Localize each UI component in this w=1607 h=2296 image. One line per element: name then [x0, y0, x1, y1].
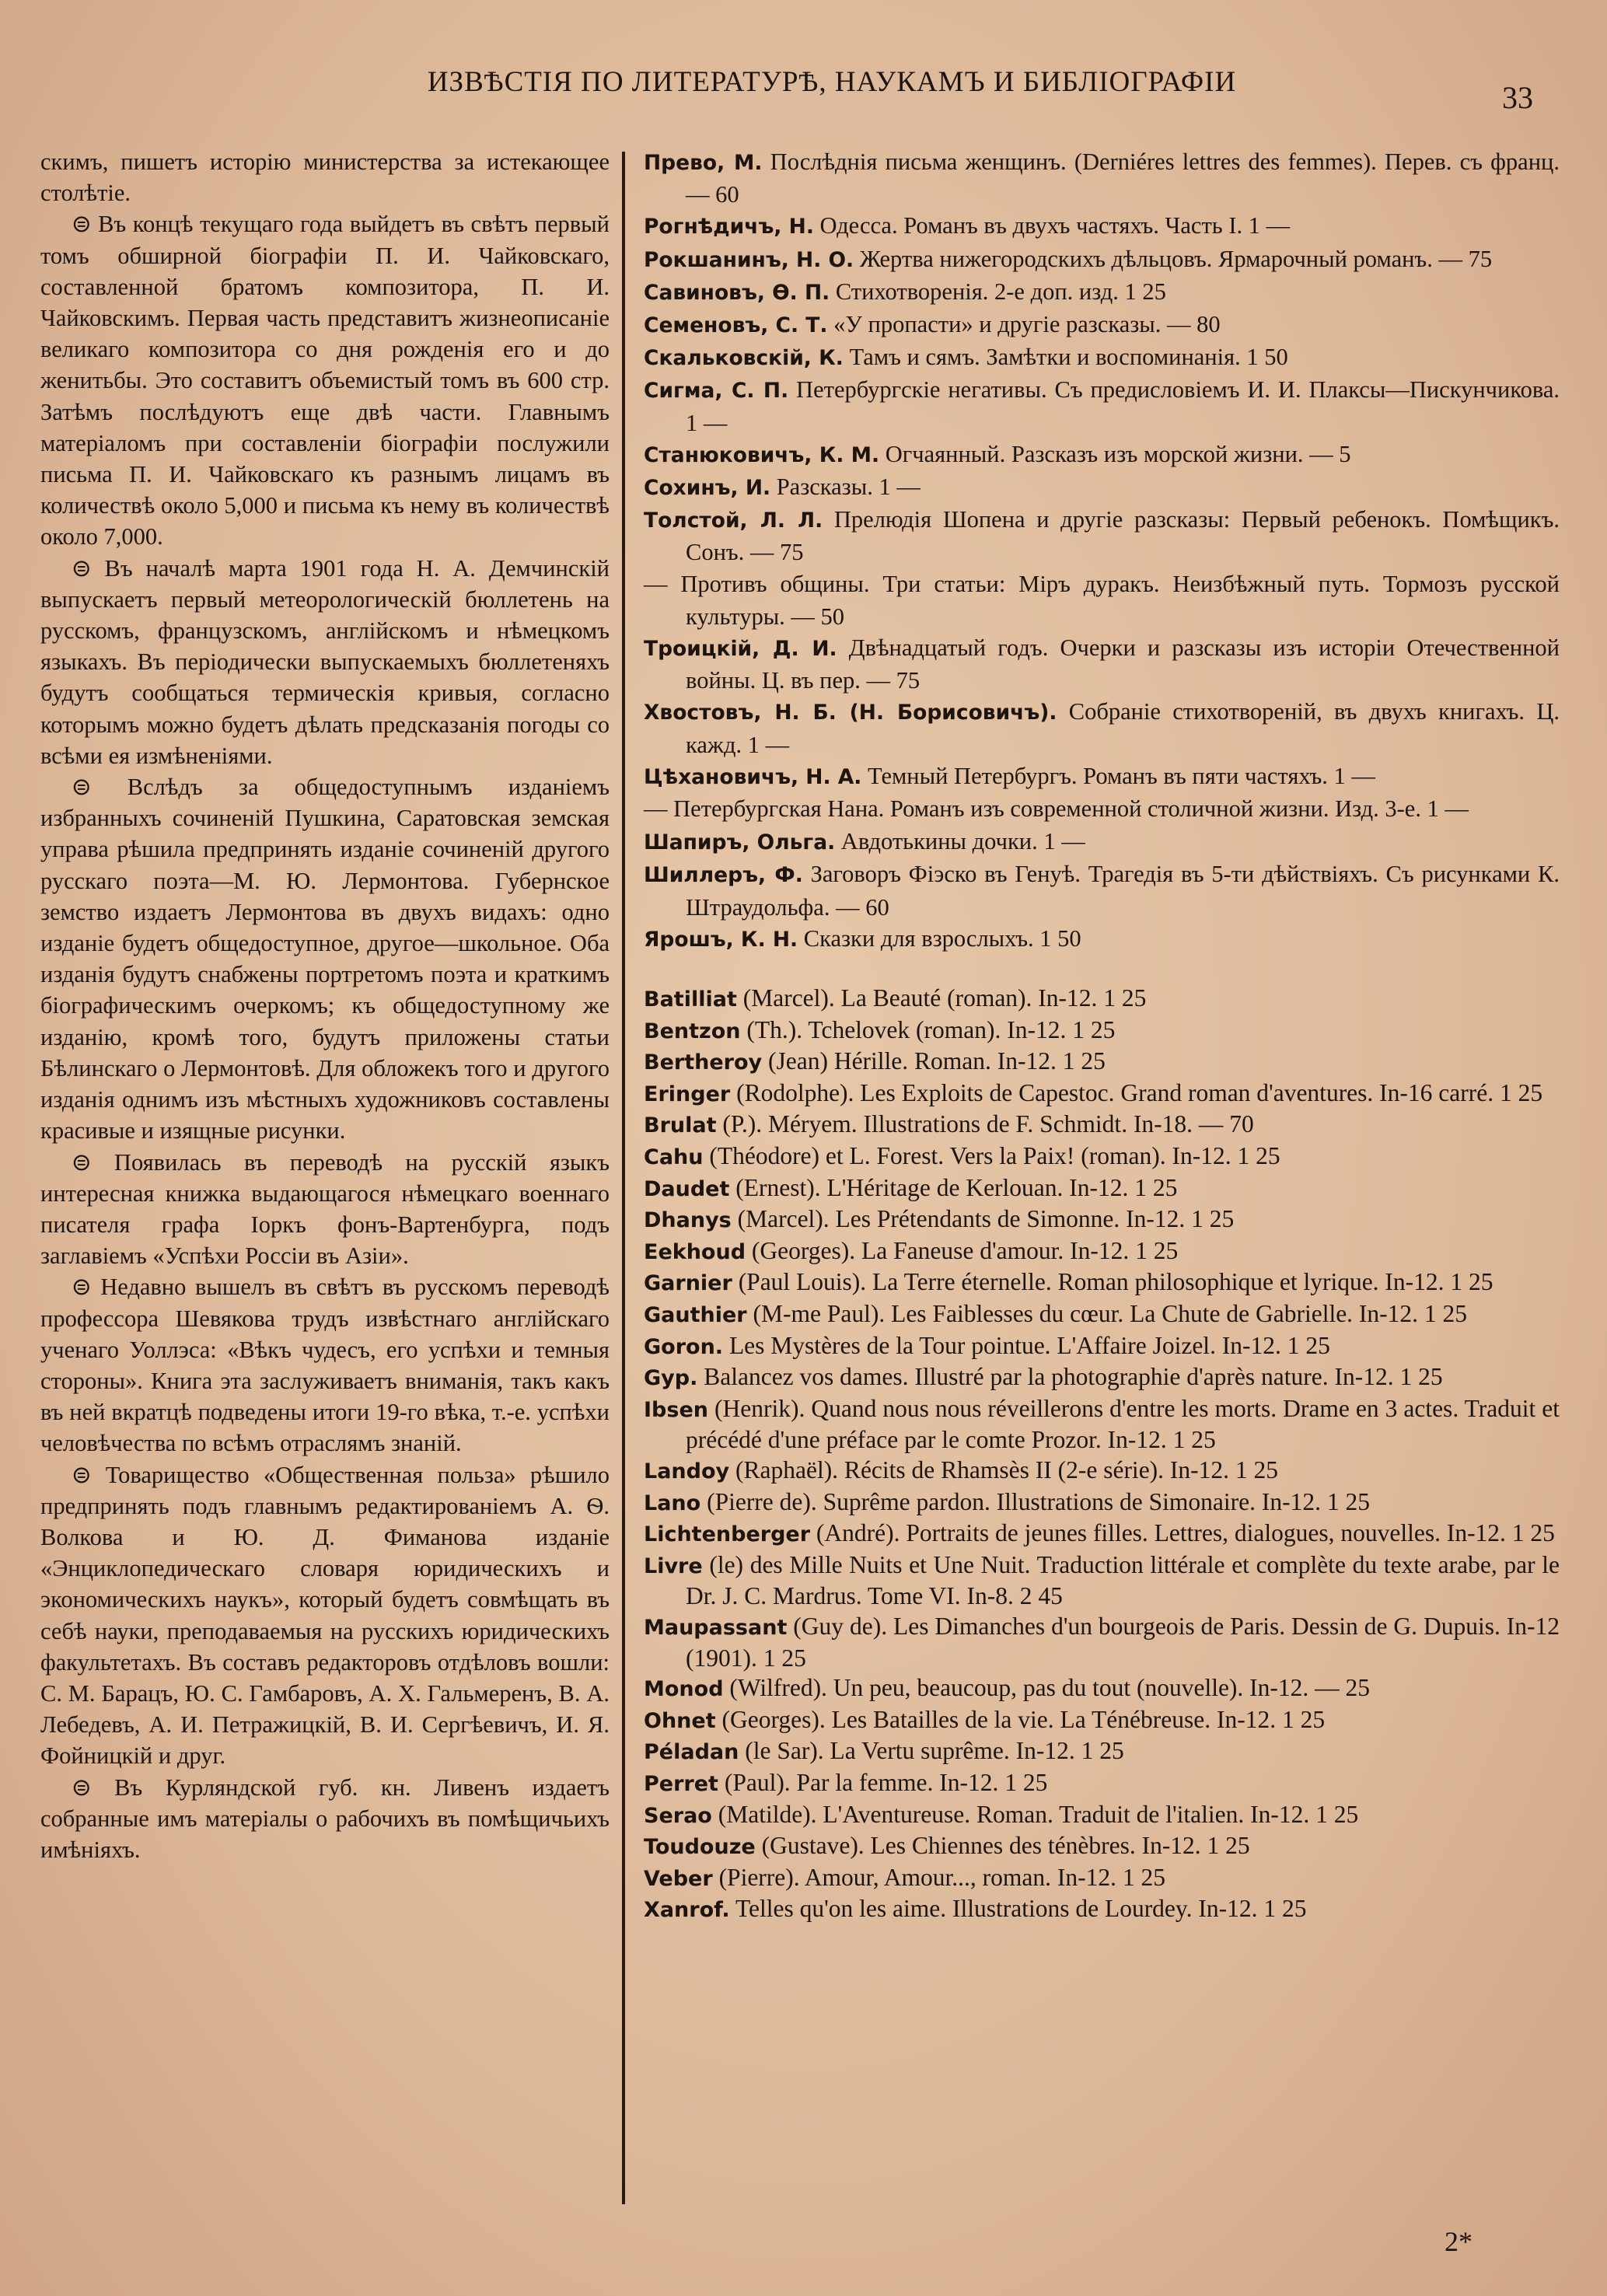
book-description: (Pierre). Amour, Amour..., roman. In-12. 1 25 [712, 1863, 1165, 1891]
book-entry [644, 1550, 1560, 1612]
paragraph: ⊜ Вслѣдъ за общедоступнымъ изданіемъ избранныхъ сочиненій Пушкина, Саратовская земская управа рѣшила предпринять изданіе сочиненій другого русскаго поэта—М. Ю. Лермонтова. Губернское земство издаетъ Лермонтова въ двухъ видахъ: одно изданіе будетъ общедоступное, другое—школьное. Оба изданія будутъ снабжены портретомъ поэта и краткимъ біографическимъ очеркомъ; къ общедоступному же изданію, кромѣ того, будутъ приложены статьи Бѣлинскаго о Лермонтовѣ. Для обложекъ того и другого изданія однимъ изъ мѣстныхъ художниковъ составлены красивые и изящные рисунки. [40, 774, 610, 1145]
paragraph: ⊜ Появилась въ переводѣ на русскій языкъ интересная книжка выдающагося нѣмецкаго военнаго писателя графа Іоркъ фонъ-Вартенбурга, подъ заглавіемъ «Успѣхи Россіи въ Азіи». [40, 1148, 610, 1270]
book-description: (Matilde). L'Aventureuse. Roman. Traduit de l'italien. In-12. 1 25 [711, 1800, 1359, 1828]
author-name: Ohnet [644, 1708, 716, 1733]
book-entry [644, 1078, 1560, 1110]
book-entry [644, 1863, 1560, 1895]
author-name: Gyp. [644, 1366, 698, 1391]
book-description: Послѣднія письма женщинъ. (Derniéres lettres des femmes). Перев. съ франц. — 60 [686, 149, 1560, 208]
author-name: Толстой, Л. Л. [644, 508, 823, 533]
right-column [644, 146, 1560, 1926]
book-description: (Gustave). Les Chiennes des ténèbres. In-12. 1 25 [755, 1832, 1250, 1860]
author-name: Рокшанинъ, Н. О. [644, 247, 854, 272]
book-entry [644, 471, 1560, 504]
author-name: Daudet [644, 1176, 730, 1201]
book-description: Собраніе стихотвореній, въ двухъ книгахъ. Ц. кажд. 1 — [686, 698, 1560, 758]
russian-book-list [644, 146, 1560, 956]
book-description: Авдотькины дочки. 1 — [835, 828, 1085, 855]
author-name: Dhanys [644, 1208, 732, 1233]
author-name: Троицкій, Д. И. [644, 637, 837, 662]
book-description: (Th.). Tchelovek (roman). In-12. 1 25 [740, 1015, 1116, 1043]
book-description: Разсказы. 1 — [770, 474, 921, 501]
author-name: Monod [644, 1677, 724, 1702]
book-description: (Henrik). Quand nous nous réveillerons d'entre les morts. Drame en 3 actes. Traduit et précédé d'une préface par le comte Prozor. In-12. 1 25 [686, 1394, 1560, 1454]
author-name: Скальковскій, К. [644, 346, 844, 371]
book-entry [644, 923, 1560, 956]
book-description: Telles qu'on les aime. Illustrations de Lourdey. In-12. 1 25 [729, 1895, 1307, 1923]
book-description: Одесса. Романъ въ двухъ частяхъ. Часть I. 1 — [813, 212, 1291, 239]
author-name: Eringer [644, 1082, 731, 1106]
book-description: (Pierre de). Suprême pardon. Illustrations de Simonaire. In-12. 1 25 [700, 1487, 1370, 1515]
book-entry [644, 276, 1560, 309]
author-name: Lano [644, 1490, 701, 1515]
book-description: (Georges). Les Batailles de la vie. La Ténébreuse. In-12. 1 25 [715, 1705, 1326, 1733]
paragraph: ⊜ Недавно вышелъ въ свѣтъ въ русскомъ переводѣ профессора Шевякова трудъ извѣстнаго англійскаго ученаго Уоллэса: «Вѣкъ чудесъ, его успѣхи и темныя стороны». Книга эта заслуживаетъ вниманія, такъ какъ въ ней вкратцѣ подведены итоги 19-го вѣка, т.-е. успѣхи человѣчества по всѣмъ отраслямъ знаній. [40, 1274, 610, 1457]
author-name: Serao [644, 1803, 712, 1828]
author-name: Цѣхановичъ, Н. А. [644, 764, 862, 789]
book-entry [644, 341, 1560, 374]
book-entry [644, 1236, 1560, 1268]
author-name: Сохинъ, И. [644, 476, 771, 501]
author-name: Maupassant [644, 1615, 788, 1640]
column-divider [622, 152, 625, 2204]
book-description: Сказки для взрослыхъ. 1 50 [798, 924, 1081, 952]
paragraph: ⊜ Въ концѣ текущаго года выйдетъ въ свѣтъ первый томъ обширной біографіи П. И. Чайковскаго, составленной братомъ композитора, П. И. Чайковскимъ. Первая часть представитъ жизнеописаніе великаго композитора со дня рожденія его и до женитьбы. Это составитъ объемистый томъ въ 600 стр. Затѣмъ послѣдуютъ еще двѣ части. Главнымъ матеріаломъ при составленіи біографіи послужили письма П. И. Чайковскаго къ разнымъ лицамъ въ количествѣ около 5,000 и письма къ нему въ количествѣ около 7,000. [40, 211, 610, 550]
book-description: (Raphaël). Récits de Rhamsès II (2-e série). In-12. 1 25 [729, 1456, 1279, 1483]
author-name: Eekhoud [644, 1239, 746, 1264]
author-name: Garnier [644, 1271, 732, 1296]
left-column [40, 146, 610, 1865]
book-entry [644, 1204, 1560, 1236]
book-entry [644, 1456, 1560, 1487]
book-description: Тамъ и сямъ. Замѣтки и воспоминанія. 1 50 [843, 344, 1288, 371]
author-name: Прево, М. [644, 151, 763, 175]
book-description: Les Mystères de la Tour pointue. L'Affaire Joizel. In-12. 1 25 [723, 1331, 1330, 1359]
author-name: Ibsen [644, 1397, 708, 1422]
author-name: Савиновъ, Ѳ. П. [644, 280, 830, 305]
book-description: Стихотворенія. 2-е доп. изд. 1 25 [830, 278, 1166, 305]
running-header: ИЗВѢСТІЯ ПО ЛИТЕРАТУРѢ, НАУКАМЪ И БИБЛІОГРАФІИ [427, 66, 1237, 98]
book-entry [644, 210, 1560, 243]
author-name: Batilliat [644, 987, 737, 1012]
book-entry [644, 146, 1560, 210]
book-description: (le) des Mille Nuits et Une Nuit. Traduction littérale et complète du texte arabe, par le Dr. J. C. Mardrus. Tome VI. In-8. 2 45 [686, 1550, 1560, 1610]
author-name: Cahu [644, 1145, 704, 1170]
paragraph: ⊜ Товарищество «Общественная польза» рѣшило предпринять подъ главнымъ редактированіемъ А. Ѳ. Волкова и Ю. Д. Фиманова изданіе «Энциклопедическаго словаря юридическихъ и экономическихъ наукъ», который будетъ совмѣщать въ себѣ науки, преподаваемыя на русскихъ юридическихъ факультетахъ. Въ составъ редакторовъ отдѣловъ вошли: С. М. Барацъ, Ю. С. Гамбаровъ, А. Х. Гальмеренъ, В. А. Лебедевъ, А. И. Петражицкій, В. И. Сергѣевичъ, И. Я. Фойницкій и друг. [40, 1461, 610, 1770]
book-entry [644, 1394, 1560, 1456]
book-description: Прелюдія Шопена и другіе разсказы: Первый ребенокъ. Помѣщикъ. Сонъ. — 75 [686, 506, 1560, 566]
book-entry [644, 793, 1560, 826]
author-name: Bentzon [644, 1019, 741, 1043]
book-description: (P.). Méryem. Illustrations de F. Schmidt. In-18. — 70 [716, 1110, 1254, 1138]
book-entry [644, 1267, 1560, 1299]
book-entry [644, 1768, 1560, 1800]
book-entry [644, 568, 1560, 632]
book-entry [644, 1299, 1560, 1331]
book-entry [644, 696, 1560, 760]
book-entry [644, 1831, 1560, 1863]
author-name: Goron. [644, 1334, 724, 1359]
author-name: Рогнѣдичъ, Н. [644, 215, 814, 239]
book-entry [644, 1110, 1560, 1141]
book-entry [644, 1894, 1560, 1926]
book-entry [644, 1362, 1560, 1394]
book-description: Огчаянный. Разсказъ изъ морской жизни. — 5 [879, 440, 1351, 467]
book-description: (Jean) Hérille. Roman. In-12. 1 25 [762, 1047, 1106, 1075]
book-description: (M-me Paul). Les Faiblesses du cœur. La Chute de Gabrielle. In-12. 1 25 [746, 1300, 1468, 1328]
book-description: Заговоръ Фіэско въ Генуѣ. Трагедія въ 5-ти дѣйствіяхъ. Съ рисунками К. Штраудольфа. — 60 [686, 861, 1560, 921]
author-name: Brulat [644, 1113, 717, 1138]
author-name: Lichtenberger [644, 1522, 811, 1547]
french-book-list [644, 984, 1560, 1926]
author-name: Хвостовъ, Н. Б. (Н. Борисовичъ). [644, 701, 1057, 725]
book-description: (Guy de). Les Dimanches d'un bourgeois de Paris. Dessin de G. Dupuis. In-12 (1901). 1 25 [686, 1612, 1560, 1672]
author-name: Perret [644, 1771, 718, 1796]
book-entry [644, 439, 1560, 471]
book-entry [644, 1705, 1560, 1737]
book-entry [644, 858, 1560, 922]
author-name: Станюковичъ, К. М. [644, 442, 880, 467]
book-entry [644, 984, 1560, 1015]
book-entry [644, 1015, 1560, 1047]
author-name: Landoy [644, 1459, 730, 1483]
author-name: Ярошъ, К. Н. [644, 927, 798, 952]
book-entry [644, 1047, 1560, 1078]
author-name: Péladan [644, 1740, 739, 1765]
book-description: — Петербургская Нана. Романъ изъ современной столичной жизни. Изд. 3-е. 1 — [644, 795, 1469, 823]
book-description: Петербургскіе негативы. Съ предисловіемъ И. И. Плаксы—Пискунчикова. 1 — [686, 376, 1560, 436]
book-description: (Paul). Par la femme. In-12. 1 25 [718, 1768, 1048, 1796]
author-name: Шиллеръ, Ф. [644, 863, 803, 888]
book-entry [644, 1173, 1560, 1205]
book-description: (André). Portraits de jeunes filles. Lettres, dialogues, nouvelles. In-12. 1 25 [810, 1519, 1555, 1547]
book-description: (Théodore) et L. Forest. Vers la Paix! (roman). In-12. 1 25 [703, 1142, 1280, 1170]
book-entry [644, 1612, 1560, 1673]
book-description: Balancez vos dames. Illustré par la photographie d'après nature. In-12. 1 25 [697, 1363, 1443, 1391]
author-name: Шапиръ, Ольга. [644, 830, 836, 855]
book-description: (Rodolphe). Les Exploits de Capestoc. Grand roman d'aventures. In-16 carré. 1 25 [730, 1078, 1543, 1106]
book-entry [644, 243, 1560, 276]
paragraph: скимъ, пишетъ исторію министерства за истекающее столѣтіе. [40, 149, 610, 207]
author-name: Veber [644, 1866, 713, 1891]
book-description: (le Sar). La Vertu suprême. In-12. 1 25 [739, 1737, 1124, 1765]
book-description: Двѣнадцатый годъ. Очерки и разсказы изъ исторіи Отечественной войны. Ц. въ пер. — 75 [686, 634, 1560, 694]
book-description: — Противъ общины. Три статьи: Міръ дуракъ. Неизбѣжный путь. Тормозъ русской культуры. — 50 [644, 570, 1560, 630]
book-description: (Marcel). Les Prétendants de Simonne. In-12. 1 25 [731, 1205, 1235, 1233]
book-entry [644, 632, 1560, 696]
list-separator [644, 956, 1560, 984]
book-description: «У пропасти» и другіе разсказы. — 80 [827, 311, 1221, 338]
page-number: 33 [1502, 80, 1533, 115]
book-entry [644, 504, 1560, 568]
paragraph: ⊜ Въ Курляндской губ. кн. Ливенъ издаетъ собранные имъ матеріалы о рабочихъ въ помѣщичьихъ имѣніяхъ. [40, 1774, 610, 1863]
book-description: (Ernest). L'Héritage de Kerlouan. In-12. 1 25 [729, 1173, 1178, 1201]
book-entry [644, 760, 1560, 793]
signature-mark: 2* [1445, 2226, 1473, 2257]
book-description: Темный Петербургъ. Романъ въ пяти частяхъ. 1 — [861, 762, 1375, 789]
author-name: Livre [644, 1553, 703, 1578]
book-entry [644, 1487, 1560, 1519]
book-description: (Georges). La Faneuse d'amour. In-12. 1 25 [746, 1236, 1179, 1264]
paragraph: ⊜ Въ началѣ марта 1901 года Н. А. Демчинскій выпускаетъ первый метеорологическій бюллетень на русскомъ, французскомъ, англійскомъ и нѣмецкомъ языкахъ. Въ періодически выпускаемыхъ бюллетеняхъ будутъ сообщаться термическія кривыя, согласно которымъ можно будетъ дѣлать предсказанія погоды со всѣми ея измѣненіями. [40, 554, 610, 769]
book-entry [644, 1736, 1560, 1768]
author-name: Xanrof. [644, 1898, 730, 1923]
book-entry [644, 1518, 1560, 1550]
author-name: Gauthier [644, 1303, 747, 1328]
book-description: (Marcel). La Beauté (roman). In-12. 1 25 [736, 984, 1147, 1012]
book-entry [644, 1800, 1560, 1832]
book-entry [644, 826, 1560, 858]
book-description: (Paul Louis). La Terre éternelle. Roman philosophique et lyrique. In-12. 1 25 [732, 1268, 1493, 1296]
author-name: Bertheroy [644, 1050, 763, 1075]
book-description: Жертва нижегородскихъ дѣльцовъ. Ярмарочный романъ. — 75 [854, 245, 1493, 272]
book-description: (Wilfred). Un peu, beaucoup, pas du tout (nouvelle). In-12. — 25 [723, 1674, 1371, 1702]
book-entry [644, 1141, 1560, 1173]
author-name: Семеновъ, С. Т. [644, 313, 828, 338]
author-name: Toudouze [644, 1835, 756, 1860]
book-entry [644, 1331, 1560, 1363]
book-entry [644, 309, 1560, 341]
author-name: Сигма, С. П. [644, 379, 789, 404]
book-entry [644, 374, 1560, 438]
book-entry [644, 1673, 1560, 1705]
